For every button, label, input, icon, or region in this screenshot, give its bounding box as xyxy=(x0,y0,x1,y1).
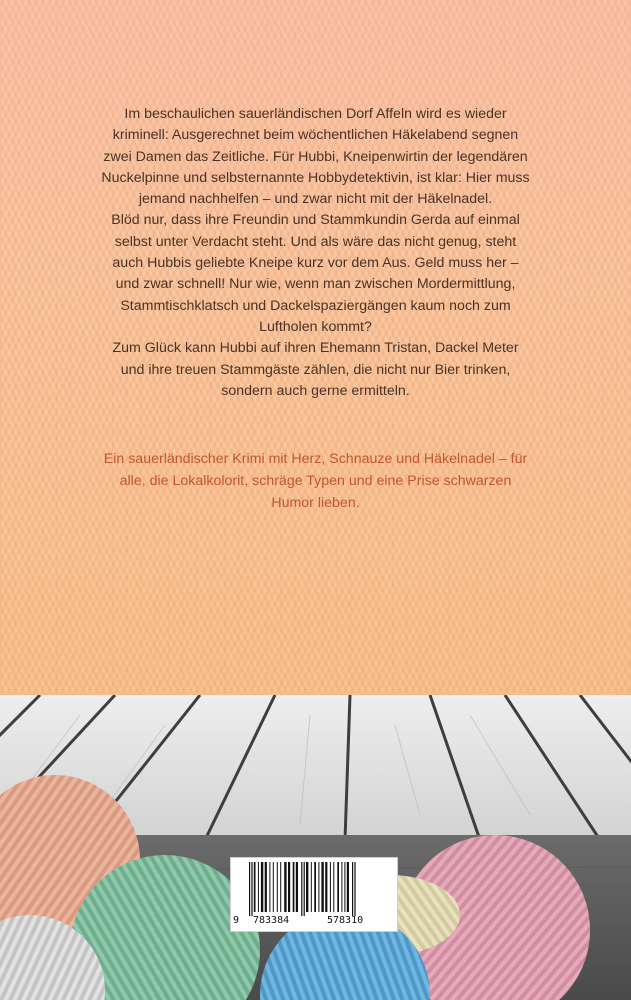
tagline: Ein sauerländischer Krimi mit Herz, Schnauze und Häkelnadel – für alle, die Lokalkolorit, schräge Typen und eine Prise schwarzen Humor lieben. xyxy=(103,451,528,511)
barcode-bar xyxy=(269,862,270,912)
barcode-bar xyxy=(301,862,302,916)
barcode-bar xyxy=(304,862,305,916)
barcode-bar xyxy=(321,862,323,912)
barcode-bar xyxy=(273,862,274,912)
barcode-bar xyxy=(296,862,298,912)
barcode-bar xyxy=(265,862,267,912)
barcode-bar xyxy=(258,862,259,912)
barcode-bar xyxy=(249,862,250,916)
barcode-bar xyxy=(333,862,334,912)
blurb-paragraph-1: Im beschaulichen sauerländischen Dorf Affeln wird es wieder kriminell: Ausgerechnet beim wöchentlichen Häkelabend segnen zwei Damen das Zeitliche. Für Hubbi, Kneipenwirtin der legendären Nuckelpinne und selbsternannte Hobbydetektivin, ist klar: Hier muss jemand nachhelfen – und zwar nicht mit der Häkelnadel. xyxy=(101,106,530,208)
barcode-bar xyxy=(318,862,319,912)
barcode-bar xyxy=(311,862,312,912)
barcode-bar xyxy=(261,862,263,912)
barcode-bar xyxy=(341,862,342,912)
barcode-bar xyxy=(254,862,256,912)
barcode-bar xyxy=(251,862,252,916)
barcode-right-digits: 578310 xyxy=(327,915,364,926)
barcode-first-digit: 9 xyxy=(233,915,240,926)
blurb-paragraph-2: Blöd nur, dass ihre Freundin und Stammkundin Gerda auf einmal selbst unter Verdacht steht. Und als wäre das nicht genug, steht auch Hubbis geliebte Kneipe kurz vor dem Aus. Geld muss her – und zwar schnell! Nur wie, wenn man zwischen Mordermittlung, Stammtischklatsch und Dackelspaziergängen kaum noch zum Luftholen kommt? xyxy=(111,212,520,335)
barcode-bar xyxy=(325,862,327,912)
barcode-bar xyxy=(288,862,290,912)
barcode-digits xyxy=(231,915,397,929)
barcode-bars xyxy=(237,862,391,916)
wooden-planks-and-yarn-scene xyxy=(0,695,631,1000)
barcode-bar xyxy=(293,862,295,912)
barcode-bar xyxy=(280,862,281,912)
barcode-bar xyxy=(354,862,355,916)
barcode-bar xyxy=(284,862,286,912)
barcode-bar xyxy=(277,862,278,912)
barcode-bar xyxy=(314,862,316,912)
barcode-bar xyxy=(344,862,345,912)
blurb-text xyxy=(100,104,531,402)
barcode-left-digits: 783384 xyxy=(253,915,290,926)
isbn-barcode xyxy=(230,857,398,932)
barcode-bar xyxy=(306,862,308,912)
blurb-paragraph-3: Zum Glück kann Hubbi auf ihren Ehemann Tristan, Dackel Meter und ihre treuen Stammgäste zählen, die nicht nur Bier trinken, sondern auch gerne ermitteln. xyxy=(112,340,519,399)
barcode-bar xyxy=(352,862,353,916)
barcode-bar xyxy=(347,862,349,912)
barcode-bar xyxy=(337,862,339,912)
barcode-bar xyxy=(330,862,331,912)
